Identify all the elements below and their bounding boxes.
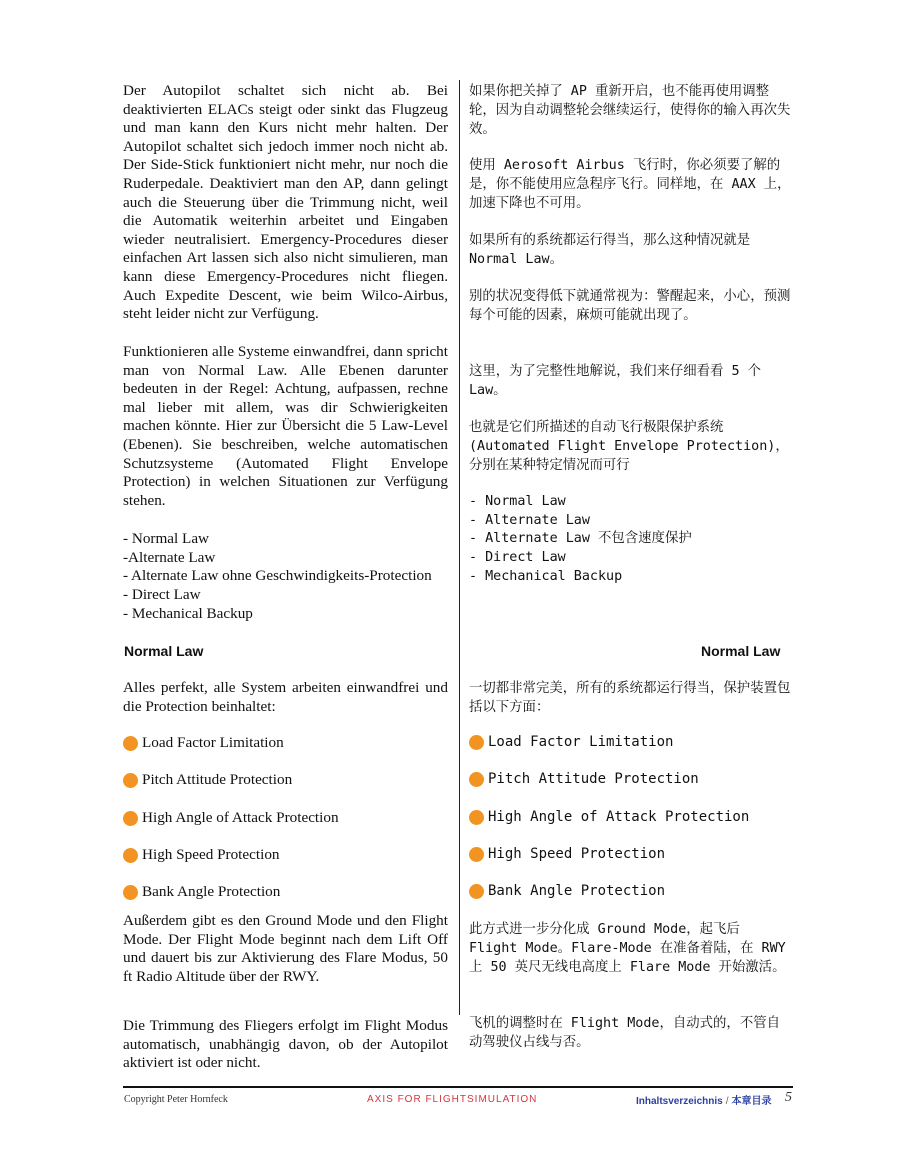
list-item: - Normal Law (123, 530, 210, 547)
orange-bullet-icon (469, 847, 484, 862)
de-paragraph-protection-intro: Alles perfekt, alle System arbeiten einwandfrei und die Protection beinhaltet: (123, 679, 448, 715)
orange-bullet-icon (469, 735, 484, 750)
cn-protection-item: High Speed Protection (469, 846, 665, 862)
cn-protection-item: High Angle of Attack Protection (469, 809, 749, 825)
list-item: - Alternate Law 不包含速度保护 (469, 531, 692, 547)
cn-paragraph-modes: 此方式进一步分化成 Ground Mode，起飞后 Flight Mode。Flare-Mode 在准备着陆，在 RWY 上 50 英尺无线电高度上 Flare Mode 开始激活。 (469, 922, 786, 975)
footer-publisher: AXIS FOR FLIGHTSIMULATION (367, 1094, 538, 1105)
page-number: 5 (785, 1090, 792, 1105)
de-protection-item: Load Factor Limitation (123, 734, 284, 752)
footer-rule (123, 1086, 793, 1088)
list-item: -Alternate Law (123, 548, 216, 566)
orange-bullet-icon (469, 772, 484, 787)
de-protection-item: Pitch Attitude Protection (123, 771, 292, 789)
de-paragraph-normal-law-intro: Funktionieren alle Systeme einwandfrei, dann spricht man von Normal Law. Alle Ebenen darunter bedeuten in der Regel: Achtung, aufpassen, rechne mal lieber mit allem, was dir Schwierigkeiten machen könnte. Hier zur Übersicht die 5 Law-Level (Ebenen). Sie beschreiben, welche automatischen Schutzsysteme (Automated Flight Envelope Protection) in welchen Situationen zur Verfügung stehen. (123, 343, 448, 509)
orange-bullet-icon (123, 736, 138, 751)
cn-protection-item: Bank Angle Protection (469, 883, 665, 899)
cn-paragraph-protection-intro: 一切都非常完美，所有的系统都运行得当，保护装置包括以下方面： (469, 681, 791, 715)
toc-separator: / (725, 1096, 729, 1107)
de-paragraph-autopilot: Der Autopilot schaltet sich nicht ab. Bei deaktivierten ELACs steigt oder sinkt das Flugzeug und man kann den Kurs nicht mehr halten. Der Autopilot schaltet sich jedoch immer noch nicht ab. Der Side-Stick funktioniert nicht mehr, nur noch die Ruderpedale. Deaktiviert man den AP, dann gelingt auch die Steuerung über die Trimmung nicht, weil die Automatik weiterhin arbeitet und Eingaben wieder neutralisiert. Emergency-Procedures dieser einfachen Art lassen sich also nicht simulieren, man kann diese Emergency-Procedures nicht fliegen. Auch Expedite Descent, wie beim Wilco-Airbus, steht leider nicht zur Verfügung. (123, 82, 448, 323)
cn-protection-item: Load Factor Limitation (469, 734, 673, 750)
cn-paragraph-trim: 飞机的调整时在 Flight Mode，自动式的，不管自动驾驶仪占线与否。 (469, 1016, 780, 1050)
orange-bullet-icon (123, 885, 138, 900)
list-item: - Normal Law (469, 494, 566, 509)
list-item: - Direct Law (123, 586, 201, 604)
orange-bullet-icon (123, 811, 138, 826)
de-protection-item: Bank Angle Protection (123, 883, 280, 901)
list-item: - Alternate Law (469, 512, 590, 528)
orange-bullet-icon (123, 848, 138, 863)
orange-bullet-icon (123, 773, 138, 788)
de-section-heading: Normal Law (124, 643, 204, 659)
column-divider (459, 80, 460, 1015)
list-item: - Mechanical Backup (123, 604, 253, 622)
footer-copyright: Copyright Peter Hornfeck (124, 1094, 228, 1105)
cn-paragraph-protection-system: 也就是它们所描述的自动飞行极限保护系统(Automated Flight Envelope Protection)，分别在某种特定情况而可行 (469, 420, 789, 473)
orange-bullet-icon (469, 810, 484, 825)
cn-paragraph-normal-law: 如果所有的系统都运行得当，那么这种情况就是 Normal Law。 (469, 233, 751, 267)
de-law-list (123, 530, 448, 624)
list-item: - Alternate Law ohne Geschwindigkeits-Protection (123, 567, 432, 585)
cn-paragraph-five-laws: 这里，为了完整性地解说，我们来仔细看看 5 个 Law。 (469, 364, 761, 398)
cn-paragraph-caution: 别的状况变得低下就通常视为：警醒起来，小心，预测每个可能的因素，麻烦可能就出现了。 (469, 289, 791, 323)
cn-paragraph-aerosoft: 使用 Aerosoft Airbus 飞行时，你必须要了解的是，你不能使用应急程序飞行。同样地，在 AAX 上，加速下降也不可用。 (469, 158, 791, 211)
de-protection-item: High Speed Protection (123, 846, 280, 864)
de-protection-item: High Angle of Attack Protection (123, 809, 339, 827)
cn-section-heading: Normal Law (701, 643, 781, 659)
cn-protection-item: Pitch Attitude Protection (469, 771, 699, 787)
cn-paragraph-ap: 如果你把关掉了 AP 重新开启，也不能再使用调整轮，因为自动调整轮会继续运行，使得你的输入再次失效。 (469, 84, 791, 137)
toc-link-german[interactable]: Inhaltsverzeichnis (636, 1096, 723, 1107)
de-paragraph-modes: Außerdem gibt es den Ground Mode und den Flight Mode. Der Flight Mode beginnt nach dem Lift Off und dauert bis zur Aktivierung des Flare Modus, 50 ft Radio Altitude über der RWY. (123, 912, 448, 985)
toc-link-chinese[interactable]: 本章目录 (731, 1096, 772, 1107)
cn-law-list (469, 493, 791, 587)
footer-toc-link[interactable] (636, 1092, 771, 1107)
orange-bullet-icon (469, 884, 484, 899)
de-paragraph-trim: Die Trimmung des Fliegers erfolgt im Flight Modus automatisch, unabhängig davon, ob der Autopilot aktiviert ist oder nicht. (123, 1017, 448, 1072)
list-item: - Direct Law (469, 550, 566, 566)
list-item: - Mechanical Backup (469, 568, 623, 584)
